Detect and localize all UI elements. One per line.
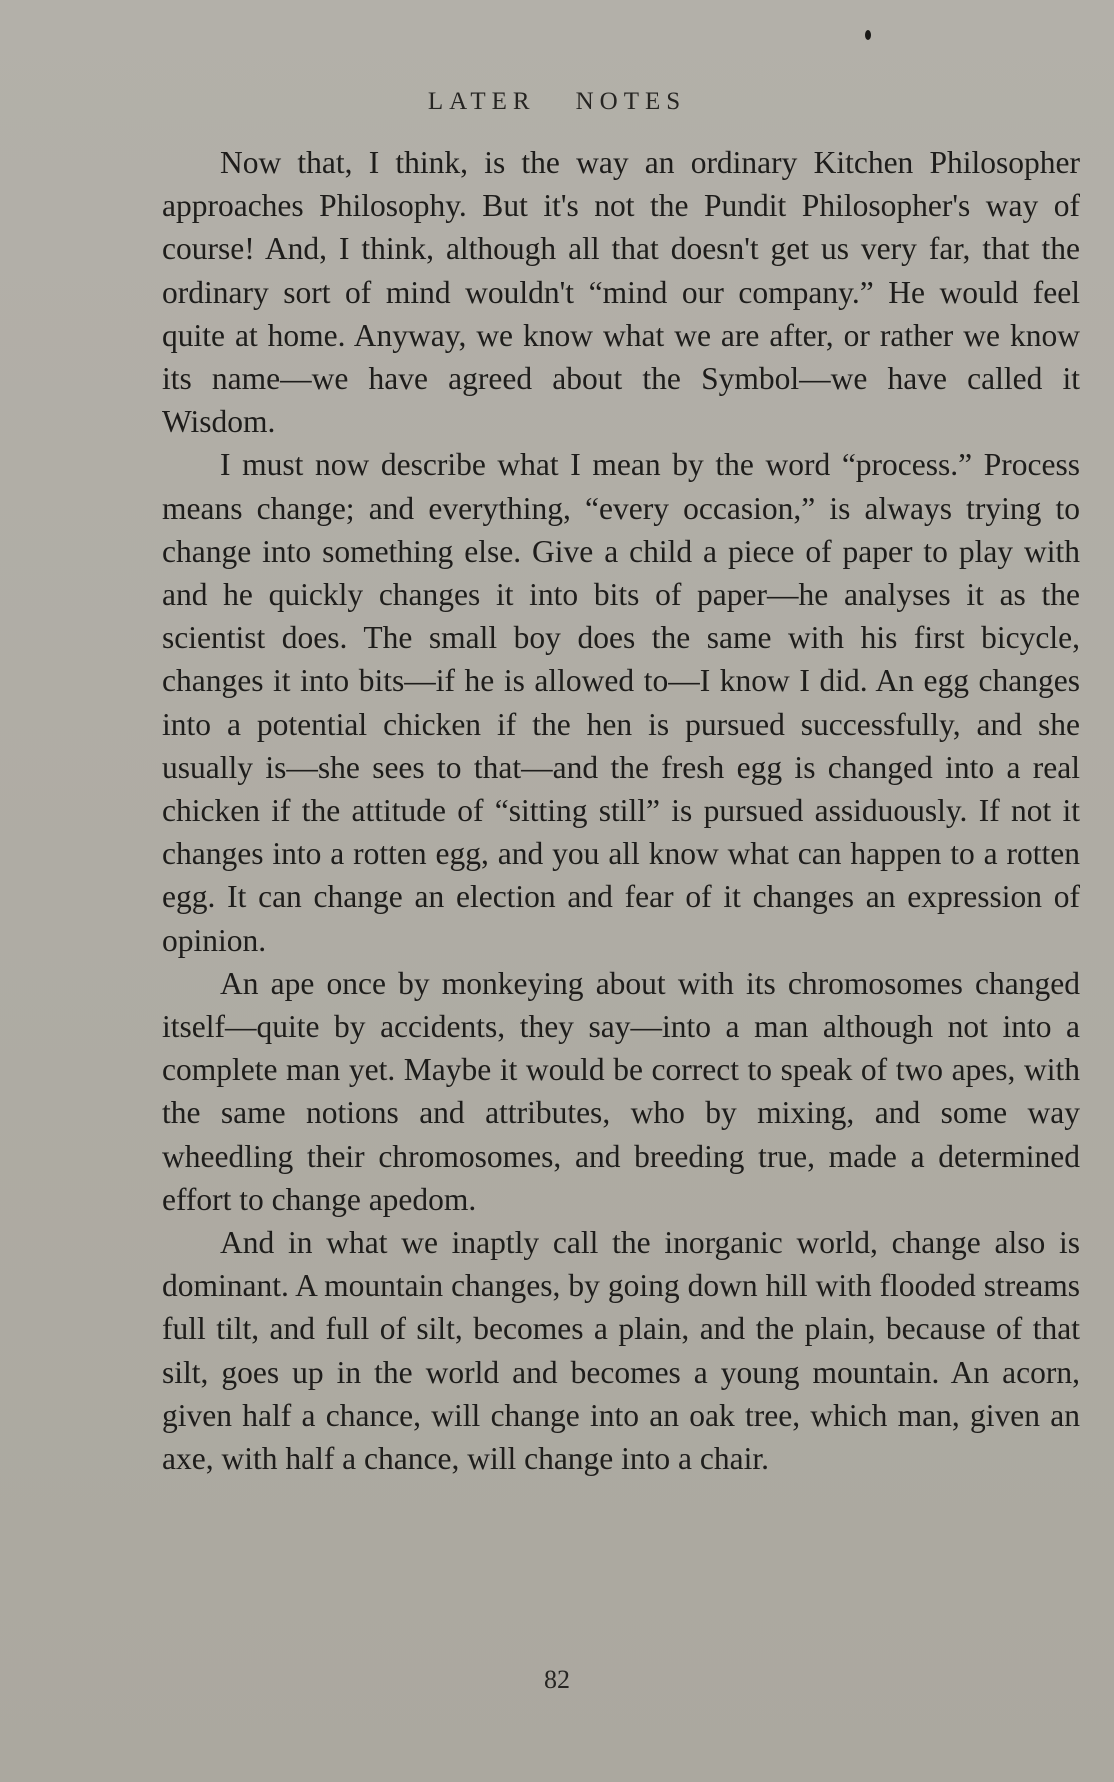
paragraph-4: And in what we inaptly call the inorganic world, change also is dominant. A mountain changes, by going down hill with flooded streams full tilt, and full of silt, becomes a plain, and the plain, because of that silt, goes up in the world and becomes a young mountain. An acorn, given half a chance, will change into an oak tree, which man, given an axe, with half a chance, will change into a chair. [162,1225,1080,1477]
running-head [0,88,1114,116]
paragraph-2: I must now describe what I mean by the word “process.” Process means change; and everything, “every occasion,” is always trying to change into something else. Give a child a piece of paper to play with and he quickly changes it into bits of paper—he analyses it as the scientist does. The small boy does the same with his first bicycle, changes it into bits—if he is allowed to—I know I did. An egg changes into a potential chicken if the hen is pursued successfully, and she usually is—she sees to that—and the fresh egg is changed into a real chicken if the attitude of “sitting still” is pursued assiduously. If not it changes into a rotten egg, and you all know what can happen to a rotten egg. It can change an election and fear of it changes an expression of opinion. [162,447,1080,958]
ink-speck [865,30,871,40]
running-head-left: LATER [427,88,536,115]
page-number: 82 [544,1665,570,1694]
running-head-right: NOTES [575,88,687,115]
paragraph-3: An ape once by monkeying about with its chromosomes changed itself—quite by accidents, they say—into a man although not into a complete man yet. Maybe it would be correct to speak of two apes, with the same notions and attributes, who by mixing, and some way wheedling their chromosomes, and breeding true, made a determined effort to change apedom. [162,965,1080,1217]
body-text [162,141,1080,1480]
paragraph-1: Now that, I think, is the way an ordinary Kitchen Philosopher approaches Philosophy. But it's not the Pundit Philosopher's way of course! And, I think, although all that doesn't get us very far, that the ordinary sort of mind wouldn't “mind our company.” He would feel quite at home. Anyway, we know what we are after, or rather we know its name—we have agreed about the Symbol—we have called it Wisdom. [162,145,1080,440]
